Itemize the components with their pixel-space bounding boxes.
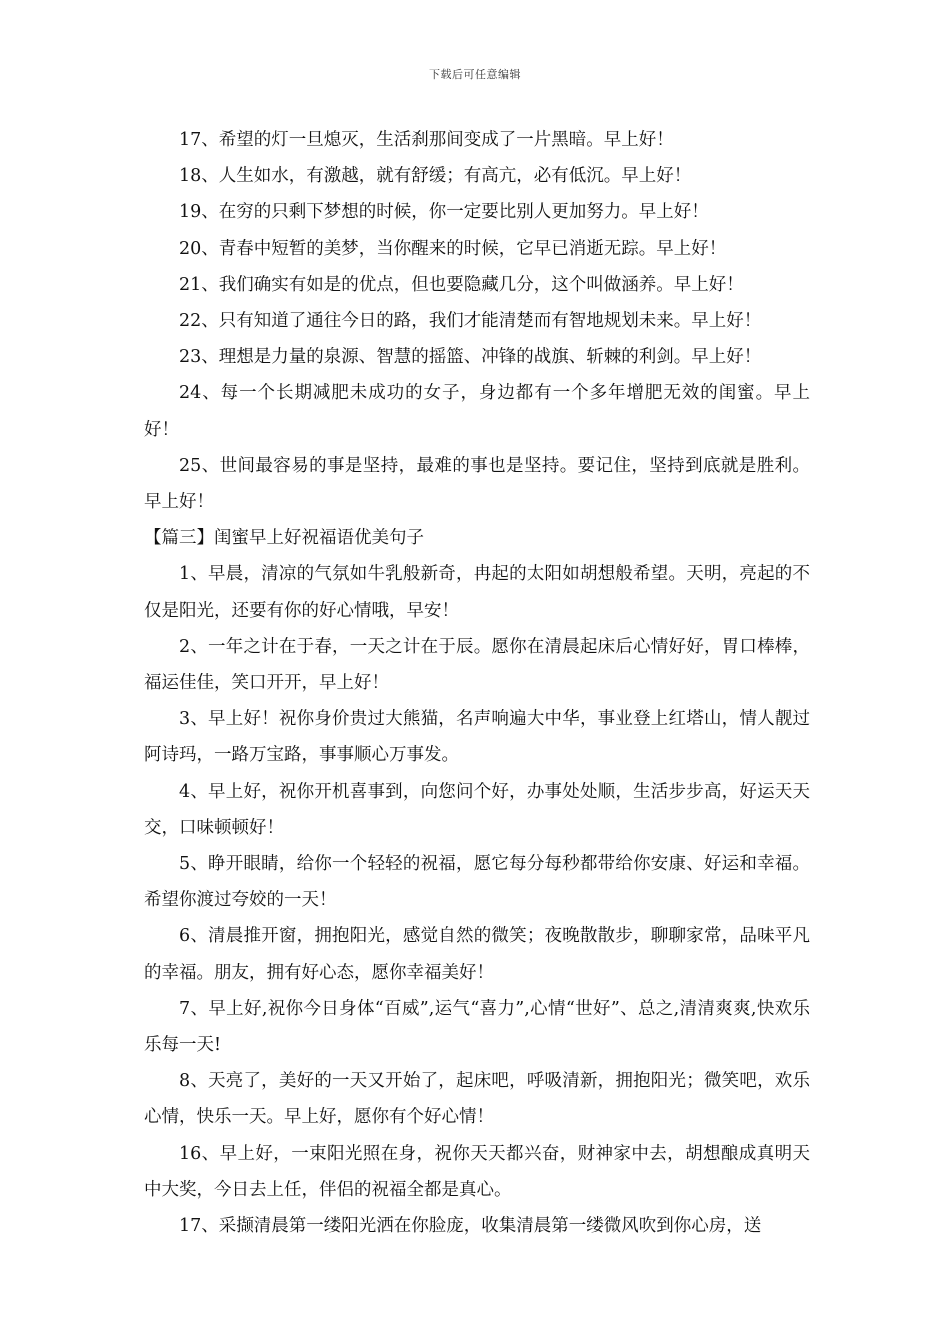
paragraph-item-24: 24、每一个长期减肥未成功的女子，身边都有一个多年增肥无效的闺蜜。早上好！ xyxy=(144,383,810,440)
section-heading: 【篇三】闺蜜早上好祝福语优美句子 xyxy=(144,528,424,549)
paragraph-item-17b: 17、采撷清晨第一缕阳光洒在你脸庞，收集清晨第一缕微风吹到你心房，送 xyxy=(179,1216,762,1237)
paragraph-item-17: 17、希望的灯一旦熄灭，生活刹那间变成了一片黑暗。早上好！ xyxy=(179,130,674,150)
paragraph-item-20: 20、青春中短暂的美梦，当你醒来的时候，它早已消逝无踪。早上好！ xyxy=(179,238,727,259)
paragraph-item-23: 23、理想是力量的泉源、智慧的摇篮、冲锋的战旗、斩棘的利剑。早上好！ xyxy=(179,347,762,368)
paragraph-item-25: 25、世间最容易的事是坚持，最难的事也是坚持。要记住，坚持到底就是胜利。早上好！ xyxy=(144,455,810,513)
paragraph-item-7: 7、早上好,祝你今日身体“百威”,运气“喜力”,心情“世好”、总之,清清爽爽,快欢乐乐每一天! xyxy=(144,998,810,1056)
paragraph-item-6: 6、清晨推开窗，拥抱阳光，感觉自然的微笑；夜晚散散步，聊聊家常，品味平凡的幸福。朋友，拥有好心态，愿你幸福美好！ xyxy=(144,926,810,983)
paragraph-item-4: 4、早上好，祝你开机喜事到，向您问个好，办事处处顺，生活步步高，好运天天交，口味顿顿好！ xyxy=(144,781,810,838)
paragraph-item-18: 18、人生如水，有激越，就有舒缓；有高亢，必有低沉。早上好！ xyxy=(179,166,692,187)
document-body xyxy=(144,122,810,1244)
paragraph-item-21: 21、我们确实有如是的优点，但也要隐藏几分，这个叫做涵养。早上好！ xyxy=(179,274,744,295)
paragraph-item-19: 19、在穷的只剩下梦想的时候，你一定要比别人更加努力。早上好！ xyxy=(179,202,709,223)
paragraph-item-22: 22、只有知道了通往今日的路，我们才能清楚而有智地规划未来。早上好！ xyxy=(179,311,762,332)
paragraph-item-16: 16、早上好，一束阳光照在身，祝你天天都兴奋，财神家中去，胡想酿成真明天中大奖，今日去上任，伴侣的祝福全都是真心。 xyxy=(144,1143,810,1200)
paragraph-item-5: 5、睁开眼睛，给你一个轻轻的祝福，愿它每分每秒都带给你安康、好运和幸福。希望你渡过夸姣的一天！ xyxy=(144,854,810,911)
page-header: 下载后可任意编辑 xyxy=(429,68,521,81)
paragraph-item-1: 1、早晨，清凉的气氛如牛乳般新奇，冉起的太阳如胡想般希望。天明，亮起的不仅是阳光，还要有你的好心情哦，早安！ xyxy=(144,564,810,621)
paragraph-item-8: 8、天亮了，美好的一天又开始了，起床吧，呼吸清新，拥抱阳光；微笑吧，欢乐心情，快乐一天。早上好，愿你有个好心情！ xyxy=(144,1071,810,1128)
paragraph-item-2: 2、一年之计在于春，一天之计在于辰。愿你在清晨起床后心情好好，胃口棒棒，福运佳佳，笑口开开，早上好！ xyxy=(144,636,810,694)
paragraph-item-3: 3、早上好！祝你身价贵过大熊猫，名声响遍大中华，事业登上红塔山，情人靓过阿诗玛，一路万宝路，事事顺心万事发。 xyxy=(144,709,810,766)
